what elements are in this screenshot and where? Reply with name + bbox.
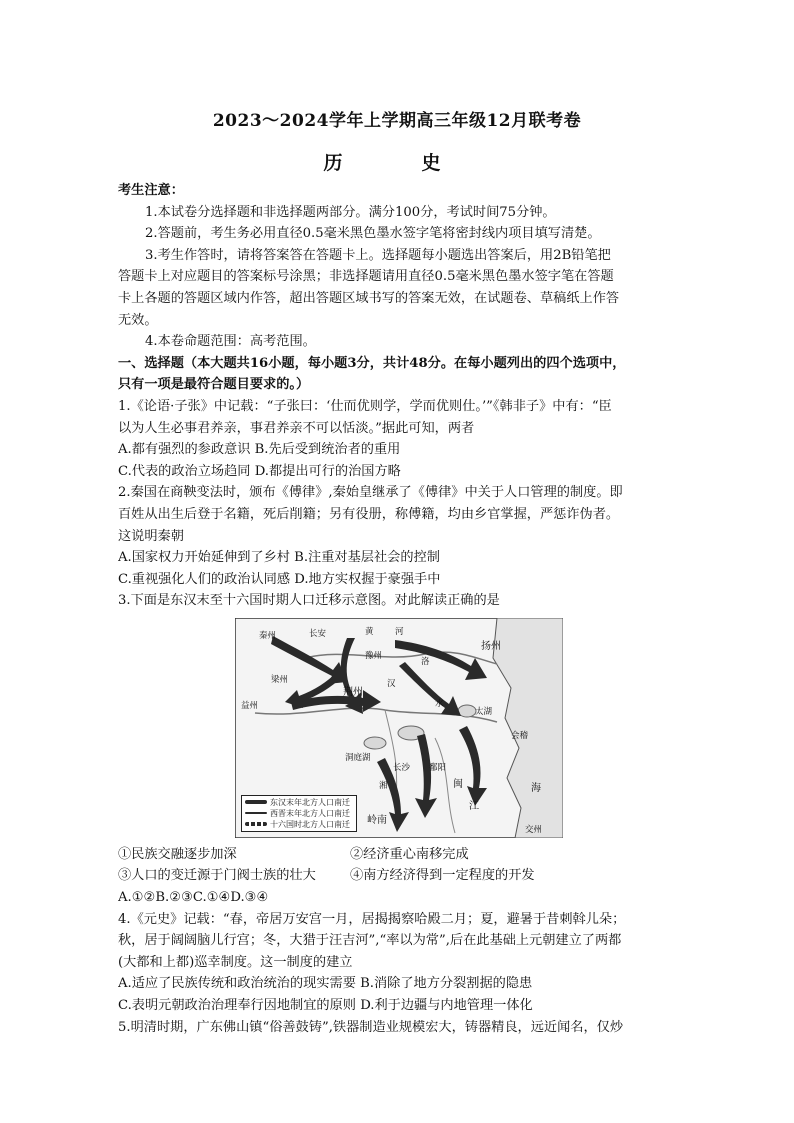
legend-row (245, 808, 353, 819)
option-ab: A.国家权力开始延伸到了乡村 B.注重对基层社会的控制 (118, 550, 440, 566)
notice-heading: 考生注意： (118, 183, 184, 198)
question-2 (118, 482, 680, 590)
map-place-label: 江 (469, 800, 479, 812)
question-stem: 2.秦国在商鞅变法时，颁布《傅律》,秦始皇继承了《傅律》中关于人口管理的制度。即 (118, 485, 623, 501)
map-place-label: 交州 (525, 824, 543, 835)
map-place-label: 洛 (421, 656, 430, 667)
map-place-label: 益州 (241, 700, 259, 711)
question-stem: 秋，居于阔阔脑儿行宫；冬，大猎于汪吉河”,“率以为常”,后在此基础上元朝建立了两都 (118, 933, 622, 949)
option-row (118, 865, 680, 887)
option-1: ①民族交融逐步加深 (118, 846, 237, 862)
legend-row (245, 797, 353, 808)
question-3 (118, 590, 680, 908)
question-stem: 1.《论语·子张》中记载：“子张曰：‘仕而优则学，学而优则仕。’”《韩非子》中有：“臣 (118, 398, 612, 414)
option-2: ②经济重心南移完成 (350, 846, 469, 862)
legend-label: 东汉末年北方人口南迁 (270, 797, 350, 807)
legend-label: 十六国时北方人口南迁 (270, 819, 350, 829)
map-place-label: 豫州 (365, 650, 383, 661)
question-1 (118, 396, 680, 482)
answer-choices: A.①②B.②③C.①④D.③④ (118, 890, 269, 906)
map-place-label: 长安 (309, 628, 327, 639)
map-place-label: 黄 (365, 626, 374, 637)
section-heading: 一、选择题（本大题共16小题，每小题3分，共计48分。在每小题列出的四个选项中， (118, 355, 626, 371)
migration-map (235, 618, 563, 838)
map-place-label: 汉 (387, 678, 396, 689)
section-heading-cont: 只有一项是最符合题目要求的。） (118, 377, 310, 393)
legend-symbol (245, 800, 267, 804)
option-ab: A.适应了民族传统和政治统治的现实需要 B.消除了地方分裂割据的隐患 (118, 976, 533, 992)
option-4: ④南方经济得到一定程度的开发 (350, 868, 535, 884)
map-place-label: 岭南 (367, 814, 387, 826)
exam-title: 2023～2024学年上学期高三年级12月联考卷 (212, 111, 582, 131)
question-5 (118, 1017, 680, 1039)
notice-item: 1.本试卷分选择题和非选择题两部分。满分100分，考试时间75分钟。 (145, 204, 556, 220)
option-cd: C.重视强化人们的政治认同感 D.地方实权握于豪强手中 (118, 571, 441, 587)
notice-item: 4.本卷命题范围：高考范围。 (145, 334, 316, 350)
option-cd: C.表明元朝政治治理奉行因地制宜的原则 D.利于边疆与内地管理一体化 (118, 998, 533, 1014)
question-stem: 这说明秦朝 (118, 528, 184, 544)
map-place-label: 梁州 (271, 674, 289, 685)
notice-item: 卡上各题的答题区域内作答，超出答题区域书写的答案无效，在试题卷、草稿纸上作答 (118, 290, 620, 306)
notice-item: 无效。 (118, 312, 158, 328)
map-place-label: 长沙 (393, 762, 411, 773)
option-ab: A.都有强烈的参政意识 B.先后受到统治者的重用 (118, 442, 401, 458)
notice-item: 答题卡上对应题目的答案标号涂黑；非选择题请用直径0.5毫米黑色墨水签字笔在答题 (118, 269, 614, 285)
question-stem: (大都和上都)巡幸制度。这一制度的建立 (118, 954, 353, 970)
map-place-label: 扬州 (481, 640, 501, 652)
legend-symbol (245, 812, 267, 814)
map-place-label: 河 (395, 626, 404, 637)
legend-row (245, 819, 353, 830)
question-stem: 4.《元史》记载：“春，帝居万安宫一月，居揭揭察哈殿二月；夏，避暑于昔刺斡儿朵； (118, 911, 626, 927)
option-row (118, 844, 680, 866)
map-place-label: 水 (435, 698, 444, 709)
map-place-label: 荆州 (343, 686, 363, 698)
notice-item: 2.答题前，考生务必用直径0.5毫米黑色墨水签字笔将密封线内项目填写清楚。 (145, 226, 601, 242)
exam-content (118, 180, 680, 1038)
question-stem: 以为人生必事君养亲，事君养亲不可以恬淡。”据此可知，两者 (118, 420, 475, 436)
map-place-label: 秦州 (259, 630, 277, 641)
option-cd: C.代表的政治立场趋同 D.都提出可行的治国方略 (118, 463, 401, 479)
subject-title: 历 史 (323, 152, 471, 174)
map-place-label: 海 (531, 782, 541, 794)
legend-label: 西晋末年北方人口南迁 (270, 808, 350, 818)
map-place-label: 鄱阳 (429, 762, 447, 773)
map-place-label: 太湖 (475, 706, 493, 717)
map-legend (241, 795, 357, 832)
question-stem: 5.明清时期，广东佛山镇“俗善鼓铸”,铁器制造业规模宏大，铸器精良，远近闻名，仅炒 (118, 1019, 624, 1035)
tai-lake (458, 705, 476, 717)
question-stem: 3.下面是东汉末至十六国时期人口迁移示意图。对此解读正确的是 (118, 593, 500, 609)
question-stem: 百姓从出生后登于名籍，死后削籍；另有役册，称傅籍，均由乡官掌握，严惩诈伪者。 (118, 506, 620, 522)
map-place-label: 会稽 (511, 730, 529, 741)
map-place-label: 闽 (453, 778, 463, 790)
notice-item: 3.考生作答时，请将答案答在答题卡上。选择题每小题选出答案后，用2B铅笔把 (145, 247, 611, 263)
option-3: ③人口的变迁源于门阀士族的壮大 (118, 868, 316, 884)
legend-symbol (245, 822, 267, 826)
question-4 (118, 909, 680, 1017)
map-place-label: 湘 (379, 780, 388, 791)
map-place-label: 洞庭湖 (345, 752, 371, 763)
